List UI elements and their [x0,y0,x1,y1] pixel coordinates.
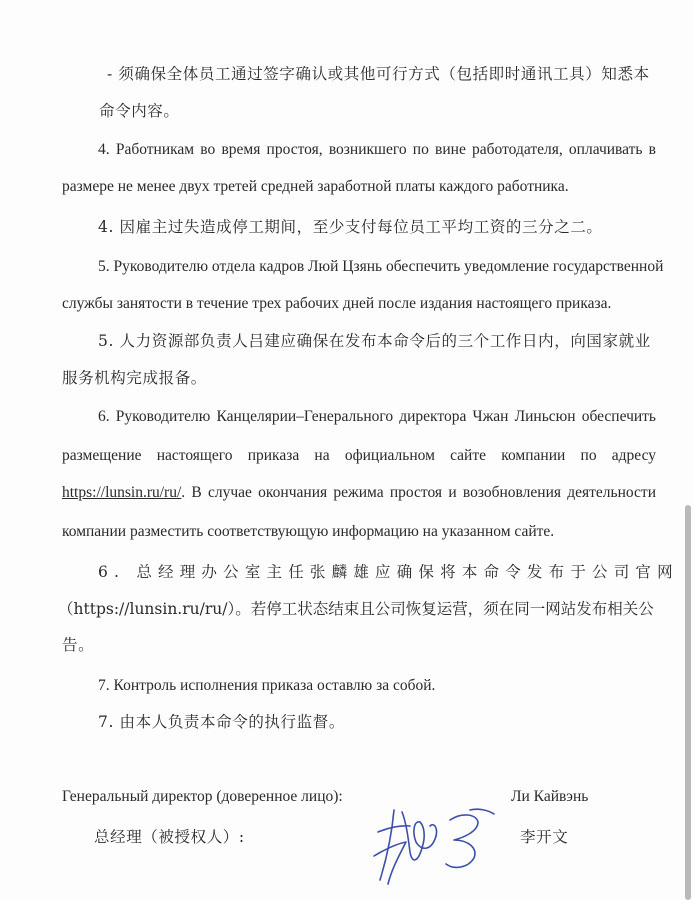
text-line: 6. 总经理办公室主任张麟雄应确保将本命令发布于公司官网 [98,563,679,581]
signature-title-ru: Генеральный директор (доверенное лицо): [62,788,343,805]
text-line: 服务机构完成报备。 [62,369,207,387]
website-link[interactable]: https://lunsin.ru/ru/ [62,484,182,501]
text-line: 5. Руководителю отдела кадров Люй Цзянь обеспечить уведомление государственной [98,258,664,275]
text-line: службы занятости в течение трех рабочих дней после издания настоящего приказа. [62,295,612,312]
signatory-name-ru: Ли Кайвэнь [511,788,589,805]
handwritten-signature [366,792,506,892]
text-line: компании разместить соответствующую информацию на указанном сайте. [62,523,555,540]
text-fragment: . В случае окончания режима простоя и возобновления деятельности [181,484,656,501]
text-line: размере не менее двух третей средней заработной платы каждого работника. [62,178,569,195]
text-line: 4. 因雇主过失造成停工期间，至少支付每位员工平均工资的三分之二。 [98,218,603,236]
text-line: размещение настоящего приказа на официальном сайте компании по адресу [62,447,656,464]
text-line [62,474,656,511]
signature-title-cn: 总经理（被授权人）: [94,828,245,846]
text-line: 命令内容。 [99,102,180,120]
text-line: 4. Работникам во время простоя, возникшего по вине работодателя, оплачивать в [98,141,656,158]
text-line: - 须确保全体员工通过签字确认或其他可行方式（包括即时通讯工具）知悉本 [107,65,650,83]
signatory-name-cn: 李开文 [520,828,569,846]
text-line: （https://lunsin.ru/ru/）。若停工状态结束且公司恢复运营，须在同一网站发布相关公 [58,600,654,618]
scrollbar-thumb[interactable] [685,505,691,900]
text-line: 7. Контроль исполнения приказа оставлю за собой. [98,677,436,694]
text-line: 7. 由本人负责本命令的执行监督。 [98,713,345,731]
text-line: 告。 [62,636,95,654]
text-line: 5. 人力资源部负责人吕建应确保在发布本命令后的三个工作日内，向国家就业 [98,332,651,350]
text-line: 6. Руководителю Канцелярии–Генерального директора Чжан Линьсюн обеспечить [98,408,656,425]
